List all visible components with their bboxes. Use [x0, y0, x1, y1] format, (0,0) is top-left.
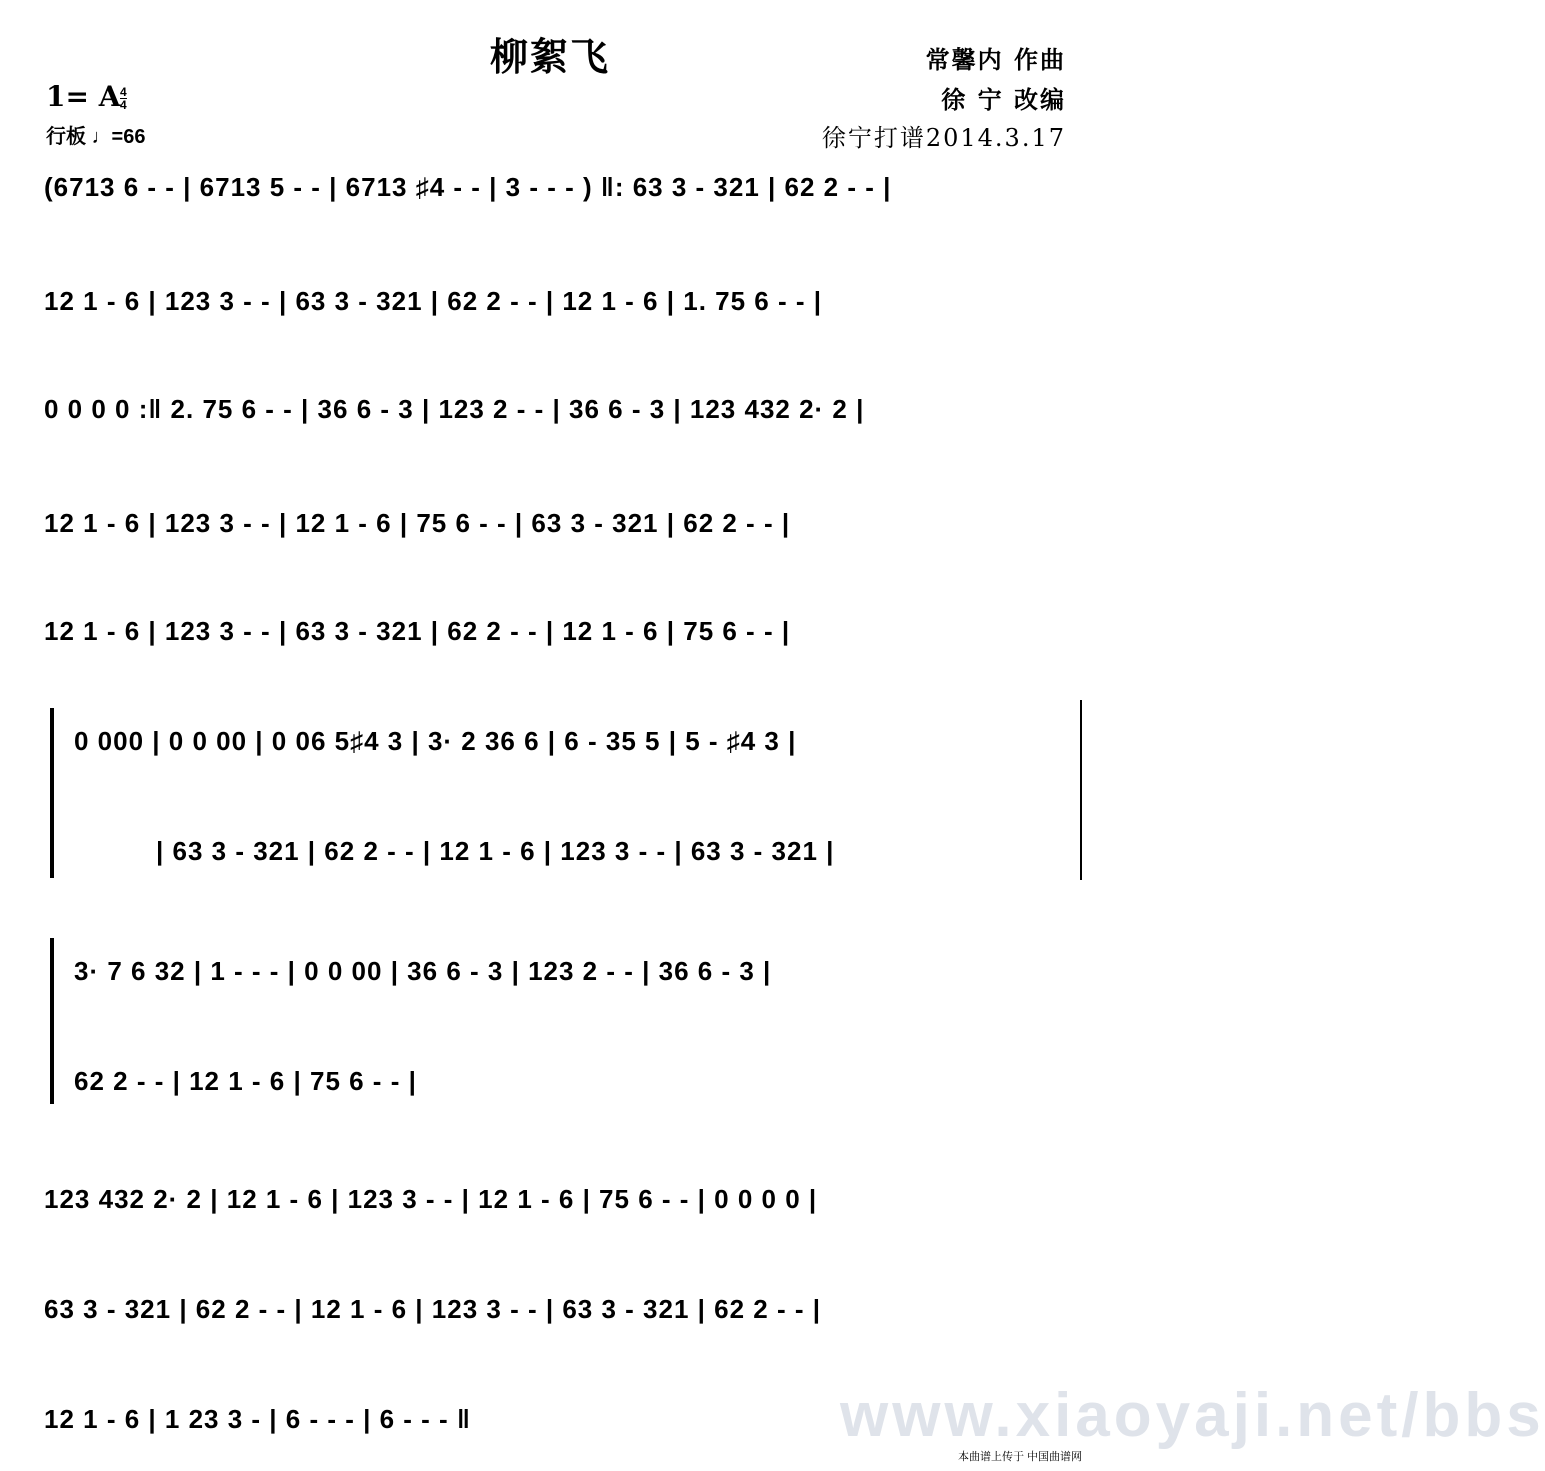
- transcriber-credit: 徐宁打谱2014.3.17: [821, 124, 1066, 152]
- score-line-6: 0 000 | 0 0 00 | 0 06 5♯4 3 | 3· 2 36 6 | 6 - 35 5 | 5 - ♯4 3 |: [74, 726, 797, 756]
- tempo-marking: 行板 ♩=66: [46, 126, 146, 148]
- score-line-9: 62 2 - - | 12 1 - 6 | 75 6 - - |: [74, 1066, 417, 1096]
- system-right-bar: [1080, 700, 1082, 880]
- score-line-1: (6713 6 - - | 6713 5 - - | 6713 ♯4 - - | 3 - - - ) ‖: 63 3 - 321 | 62 2 - - |: [44, 172, 892, 202]
- key-signature: 1= A: [46, 80, 121, 113]
- score-line-12: 12 1 - 6 | 1 23 3 - | 6 - - - | 6 - - - ‖: [44, 1404, 471, 1434]
- score-title: 柳絮飞: [490, 34, 611, 79]
- score-line-2: 12 1 - 6 | 123 3 - - | 63 3 - 321 | 62 2 - - | 12 1 - 6 | 1. 75 6 - - |: [44, 286, 823, 316]
- system-bracket: [50, 708, 59, 878]
- score-line-4: 12 1 - 6 | 123 3 - - | 12 1 - 6 | 75 6 - - | 63 3 - 321 | 62 2 - - |: [44, 508, 791, 538]
- system-bracket: [50, 938, 59, 1104]
- time-signature: 4 4: [120, 85, 127, 112]
- score-line-3: 0 0 0 0 :‖ 2. 75 6 - - | 36 6 - 3 | 123 2 - - | 36 6 - 3 | 123 432 2· 2 |: [44, 394, 865, 424]
- score-line-11: 63 3 - 321 | 62 2 - - | 12 1 - 6 | 123 3 - - | 63 3 - 321 | 62 2 - - |: [44, 1294, 822, 1324]
- footer-source: 本曲谱上传于 中国曲谱网: [958, 1451, 1083, 1463]
- score-line-10: 123 432 2· 2 | 12 1 - 6 | 123 3 - - | 12 1 - 6 | 75 6 - - | 0 0 0 0 |: [44, 1184, 818, 1214]
- score-line-7: | 63 3 - 321 | 62 2 - - | 12 1 - 6 | 123 3 - - | 63 3 - 321 |: [156, 836, 835, 866]
- score-line-8: 3· 7 6 32 | 1 - - - | 0 0 00 | 36 6 - 3 | 123 2 - - | 36 6 - 3 |: [74, 956, 772, 986]
- arranger-credit: 徐 宁 改编: [941, 85, 1066, 114]
- composer-credit: 常馨内 作曲: [925, 45, 1066, 74]
- score-line-5: 12 1 - 6 | 123 3 - - | 63 3 - 321 | 62 2 - - | 12 1 - 6 | 75 6 - - |: [44, 616, 791, 646]
- watermark: www.xiaoyaji.net/bbs: [840, 1381, 1545, 1450]
